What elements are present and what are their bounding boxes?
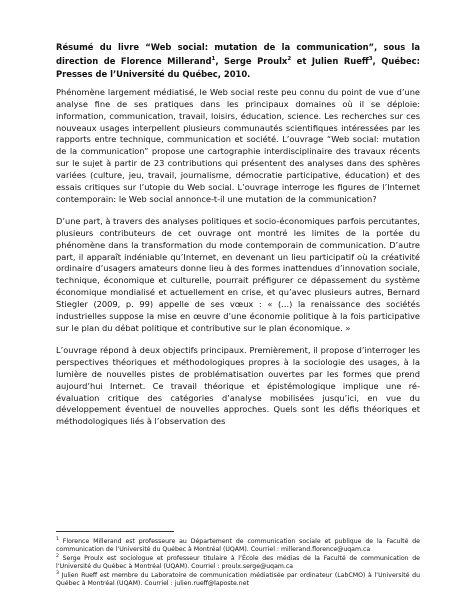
footnote-ref-3: 3 <box>368 55 373 62</box>
footnote-ref-1: 1 <box>211 55 216 62</box>
footnote-number: 3 <box>56 570 59 576</box>
paragraph-objectives: L’ouvrage répond à deux objectifs principaux. Premièrement, il propose d’interroger les perspectives théoriques et méthodologiques propres à la sociologie des usages, à la lumière de nouvelles pistes de problématisation ouvertes par les formes que prend aujourd’hui Internet. Ce travail théorique et épistémologique implique une ré-évaluation critique des catégories d’analyse mobilisées jusqu’ici, en vue du développement éventuel de nouvelles approches. Quels sont les défis théoriques et méthodologiques liés à l’observation des <box>56 344 420 427</box>
footnotes-section <box>56 531 420 588</box>
paragraph-intro: Phénomène largement médiatisé, le Web social reste peu connu du point de vue d’une analyse fine de ses pratiques dans les principaux domaines où il se déploie: information, communication, travail, loisirs, éducation, science. Les recherches sur ces nouveaux usages interpellent plusieurs communautés scientifiques intéressées par les rapports entre technique, communication et société. L’ouvrage “Web social: mutation de la communication” propose une cartographie interdisciplinaire des travaux récents sur le sujet à partir de 23 contributions qui présentent des analyses dans des sphères variées (culture, jeu, travail, journalisme, démocratie participative, éducation) et des essais critiques sur l’utopie du Web social. L’ouvrage interroge les figures de l’Internet contemporain: le Web social annonce-t-il une mutation de la communication? <box>56 86 420 204</box>
document-title <box>56 41 420 82</box>
title-text: , Serge Proulx <box>215 55 288 66</box>
footnote-text: Florence Millerand est professeure au Département de communication sociale et publique de la Faculté de communication de l’Université du Québec à Montréal (UQAM). Courriel : millerand.florence@uqam.ca <box>56 538 420 553</box>
title-text: et Julien Rueff <box>291 55 369 66</box>
footnote-separator <box>56 531 174 532</box>
footnote-2 <box>56 555 420 571</box>
footnote-number: 2 <box>56 553 59 559</box>
footnote-3 <box>56 572 420 588</box>
title-text: , Québec: Presses de l’Université du Québec, 2010. <box>56 55 420 80</box>
footnote-number: 1 <box>56 536 59 542</box>
footnote-text: Julien Rueff est membre du Laboratoire de communication médiatisée par ordinateur (LabCMO) à l’Université du Québec à Montréal (UQAM). Courriel : julien.rueff@laposte.net <box>56 571 420 587</box>
document-body <box>56 41 420 438</box>
title-text: Résumé du livre “Web social: mutation de la communication”, sous la direction de Florence Millerand <box>56 42 420 66</box>
footnote-1 <box>56 538 420 554</box>
footnote-text: Serge Proulx est sociologue et professeur titulaire à l’École des médias de la Faculté de communication de l’Université du Québec à Montréal (UQAM). Courriel : proulx.serge@uqam.ca <box>56 554 420 570</box>
footnote-ref-2: 2 <box>287 55 292 62</box>
paragraph-analysis: D’une part, à travers des analyses politiques et socio-économiques parfois percutantes, plusieurs contributeurs de cet ouvrage ont montré les limites de la portée du phénomène dans la transformation du mode contemporain de communication. D’autre part, il apparaît indéniable qu’Internet, en devenant un lieu participatif où la créativité ordinaire d’usagers amateurs donne lieu à des formes inattendues d’innovation sociale, technique, économique et culturelle, pourrait préfigurer ce dépassement du système économique mondialisé et actuellement en crise, et qu’avec plusieurs autres, Bernard Stiegler (2009, p. 99) appelle de ses vœux : « (...) la renaissance des sociétés industrielles suppose la mise en œuvre d’une économie politique à la fois participative sur le plan du débat politique et contributive sur le plan économique. » <box>56 215 420 333</box>
